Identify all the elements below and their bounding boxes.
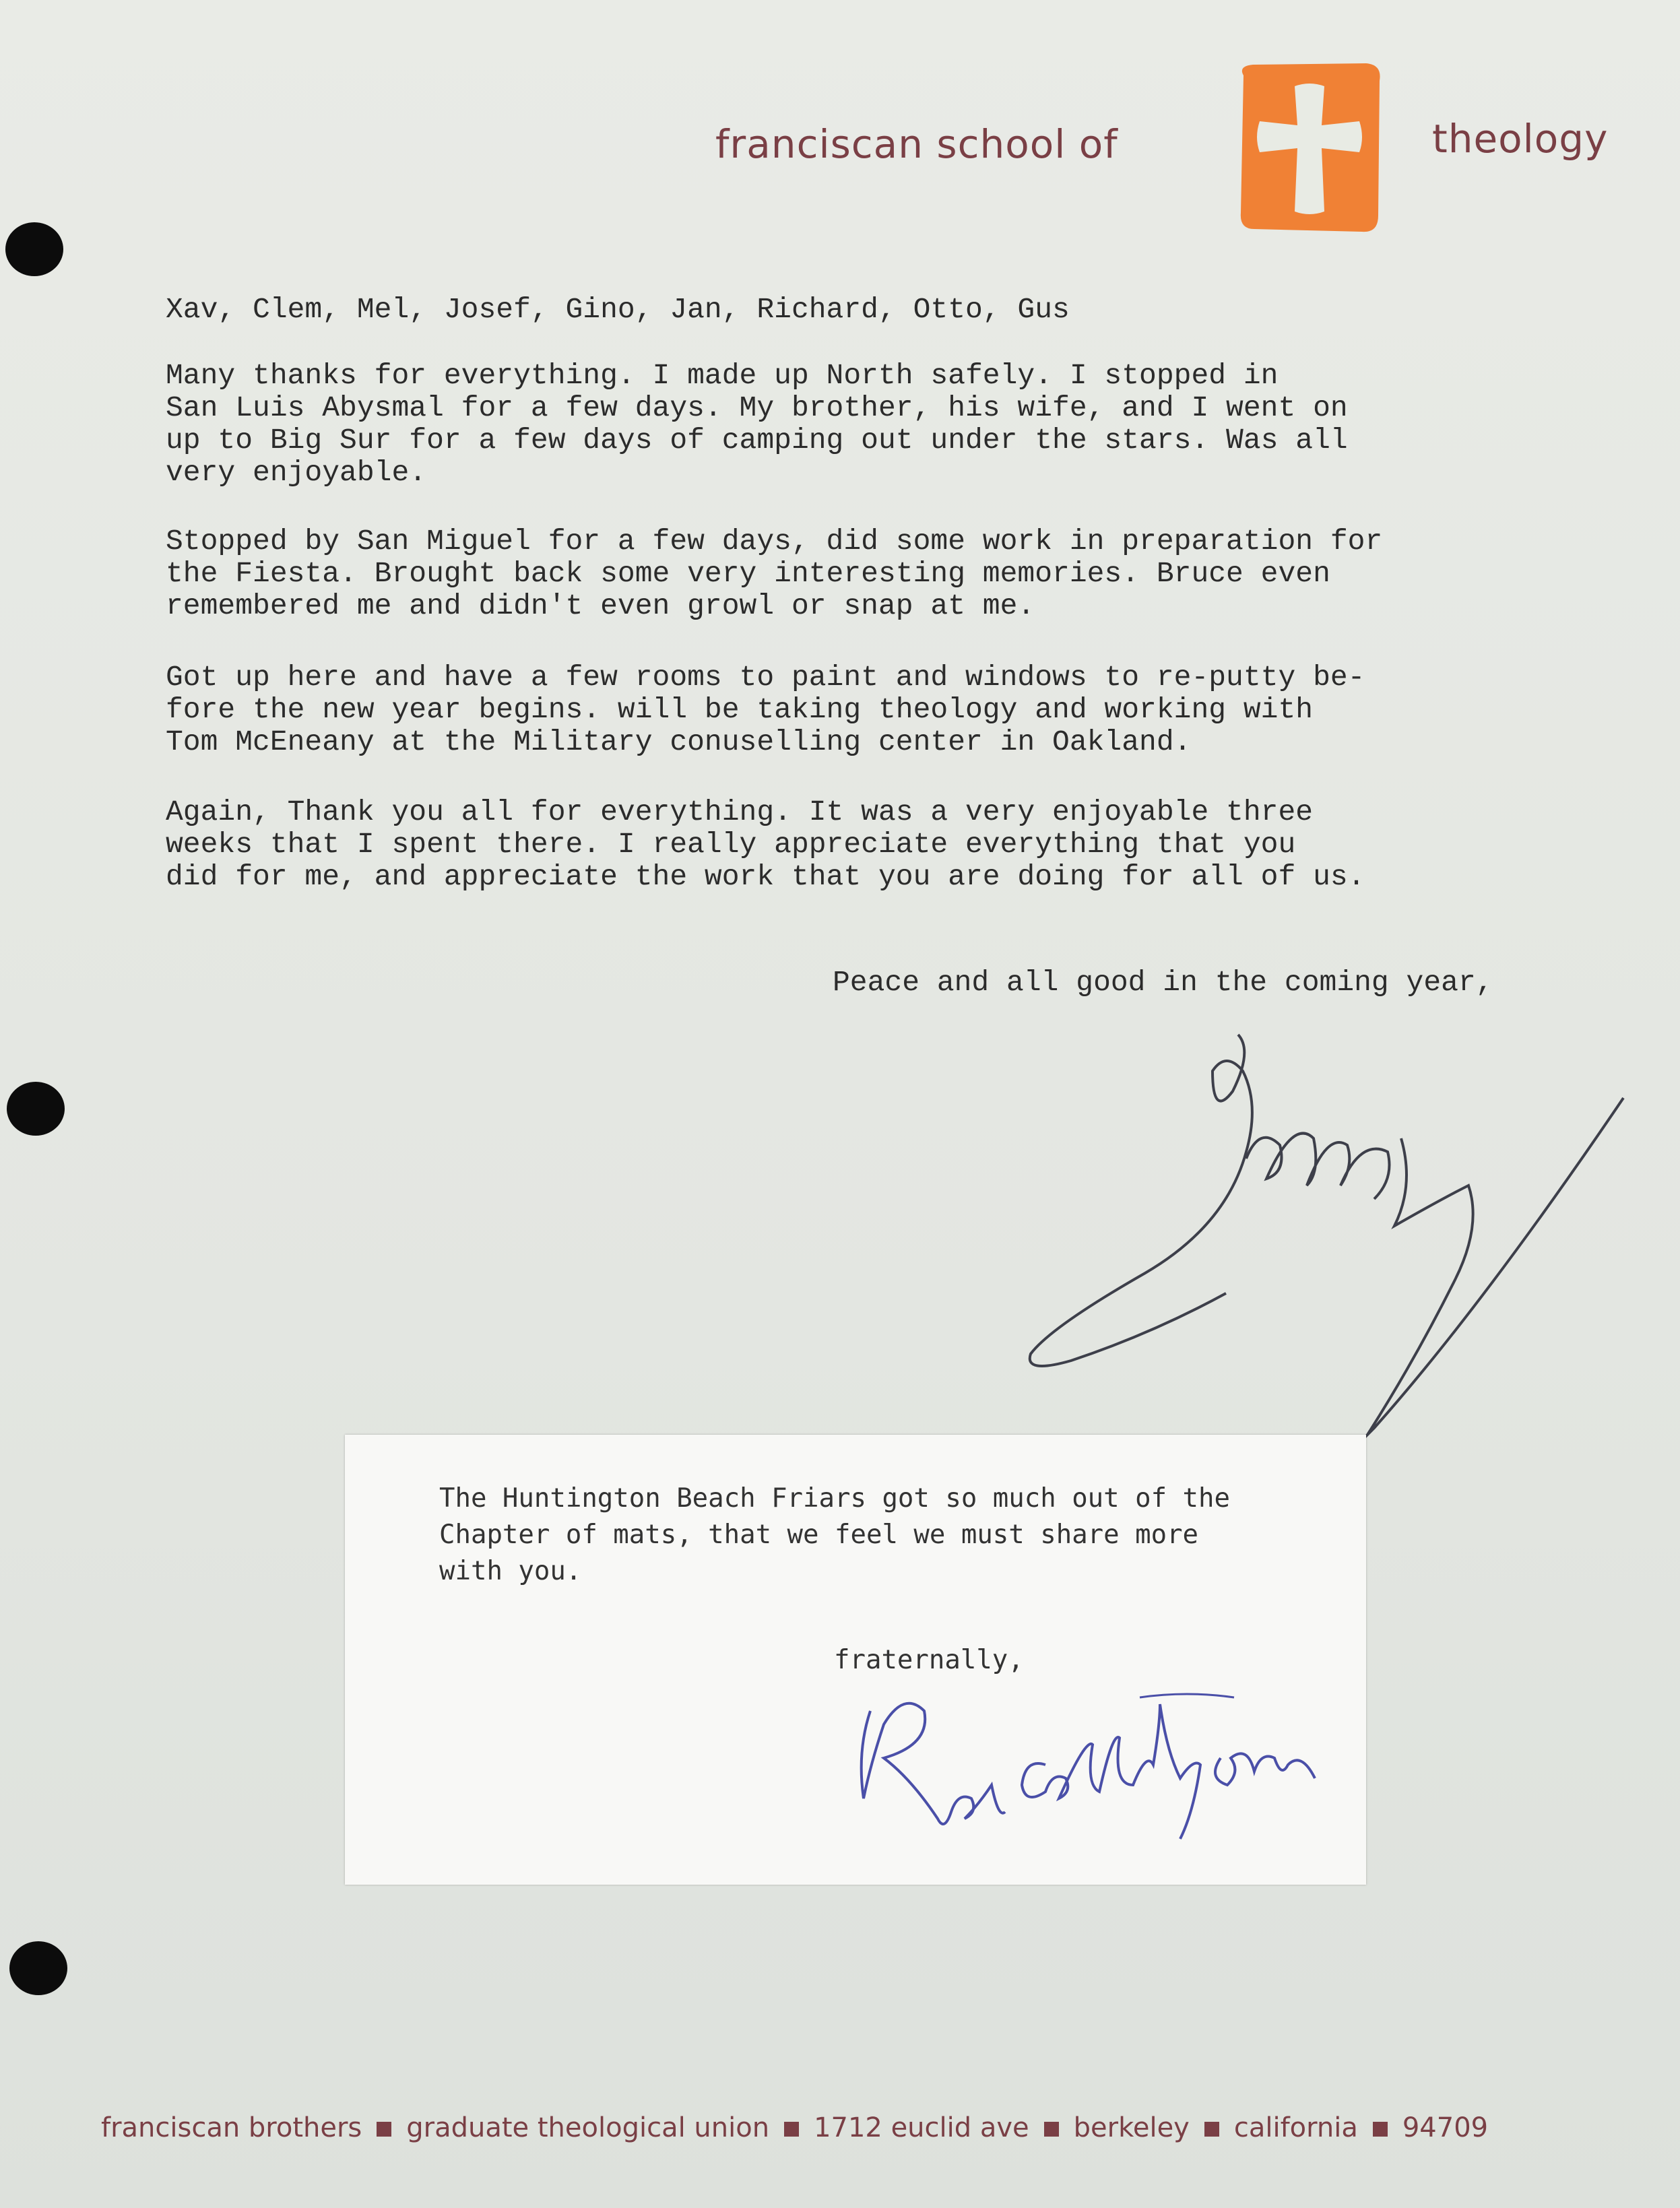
letter-paragraph-3: Got up here and have a few rooms to paint and windows to re-putty be- fore the new year begins. will be taking theology and working with Tom McEneany at the Military conuselling center in Oakland. bbox=[166, 661, 1365, 758]
footer-item-3: 1712 euclid ave bbox=[814, 2112, 1029, 2143]
footer-item-6: 94709 bbox=[1402, 2112, 1489, 2143]
square-bullet-icon bbox=[1204, 2122, 1219, 2137]
signature-ron-colletty bbox=[843, 1684, 1328, 1859]
square-bullet-icon bbox=[1044, 2122, 1059, 2137]
letterhead-right-text: theology bbox=[1432, 116, 1609, 162]
letter-paragraph-1: Many thanks for everything. I made up North safely. I stopped in San Luis Abysmal for a few days. My brother, his wife, and I went on up to Big Sur for a few days of camping out under the stars. Was all very enjoyable. bbox=[166, 359, 1348, 489]
footer-item-2: graduate theological union bbox=[406, 2112, 770, 2143]
franciscan-cross-icon bbox=[1234, 61, 1385, 236]
punch-hole-middle bbox=[7, 1082, 65, 1136]
footer-item-4: berkeley bbox=[1073, 2112, 1190, 2143]
signature-jerry bbox=[1010, 1024, 1644, 1468]
recipients-line: Xav, Clem, Mel, Josef, Gino, Jan, Richard, Otto, Gus bbox=[166, 293, 1070, 326]
letter-paragraph-2: Stopped by San Miguel for a few days, did some work in preparation for the Fiesta. Brought back some very interesting memories. Bruce even remembered me and didn't even growl or snap at me. bbox=[166, 525, 1383, 622]
letter-paragraph-4: Again, Thank you all for everything. It was a very enjoyable three weeks that I spent there. I really appreciate everything that you did for me, and appreciate the work that you are doing for all of us. bbox=[166, 795, 1365, 893]
square-bullet-icon bbox=[784, 2122, 799, 2137]
note-text: The Huntington Beach Friars got so much out of the Chapter of mats, that we feel we must share more with you. bbox=[439, 1483, 1230, 1586]
punch-hole-top bbox=[5, 222, 63, 276]
punch-hole-bottom bbox=[9, 1941, 67, 1995]
footer-item-5: california bbox=[1233, 2112, 1358, 2143]
note-closing: fraternally, bbox=[834, 1645, 1024, 1675]
letter-closing: Peace and all good in the coming year, bbox=[833, 966, 1493, 999]
square-bullet-icon bbox=[377, 2122, 391, 2137]
square-bullet-icon bbox=[1373, 2122, 1388, 2137]
enclosed-note-card bbox=[345, 1435, 1366, 1885]
footer-item-1: franciscan brothers bbox=[101, 2112, 362, 2143]
letterhead-footer bbox=[101, 2112, 1623, 2143]
letterhead-left-text: franciscan school of bbox=[715, 121, 1118, 167]
